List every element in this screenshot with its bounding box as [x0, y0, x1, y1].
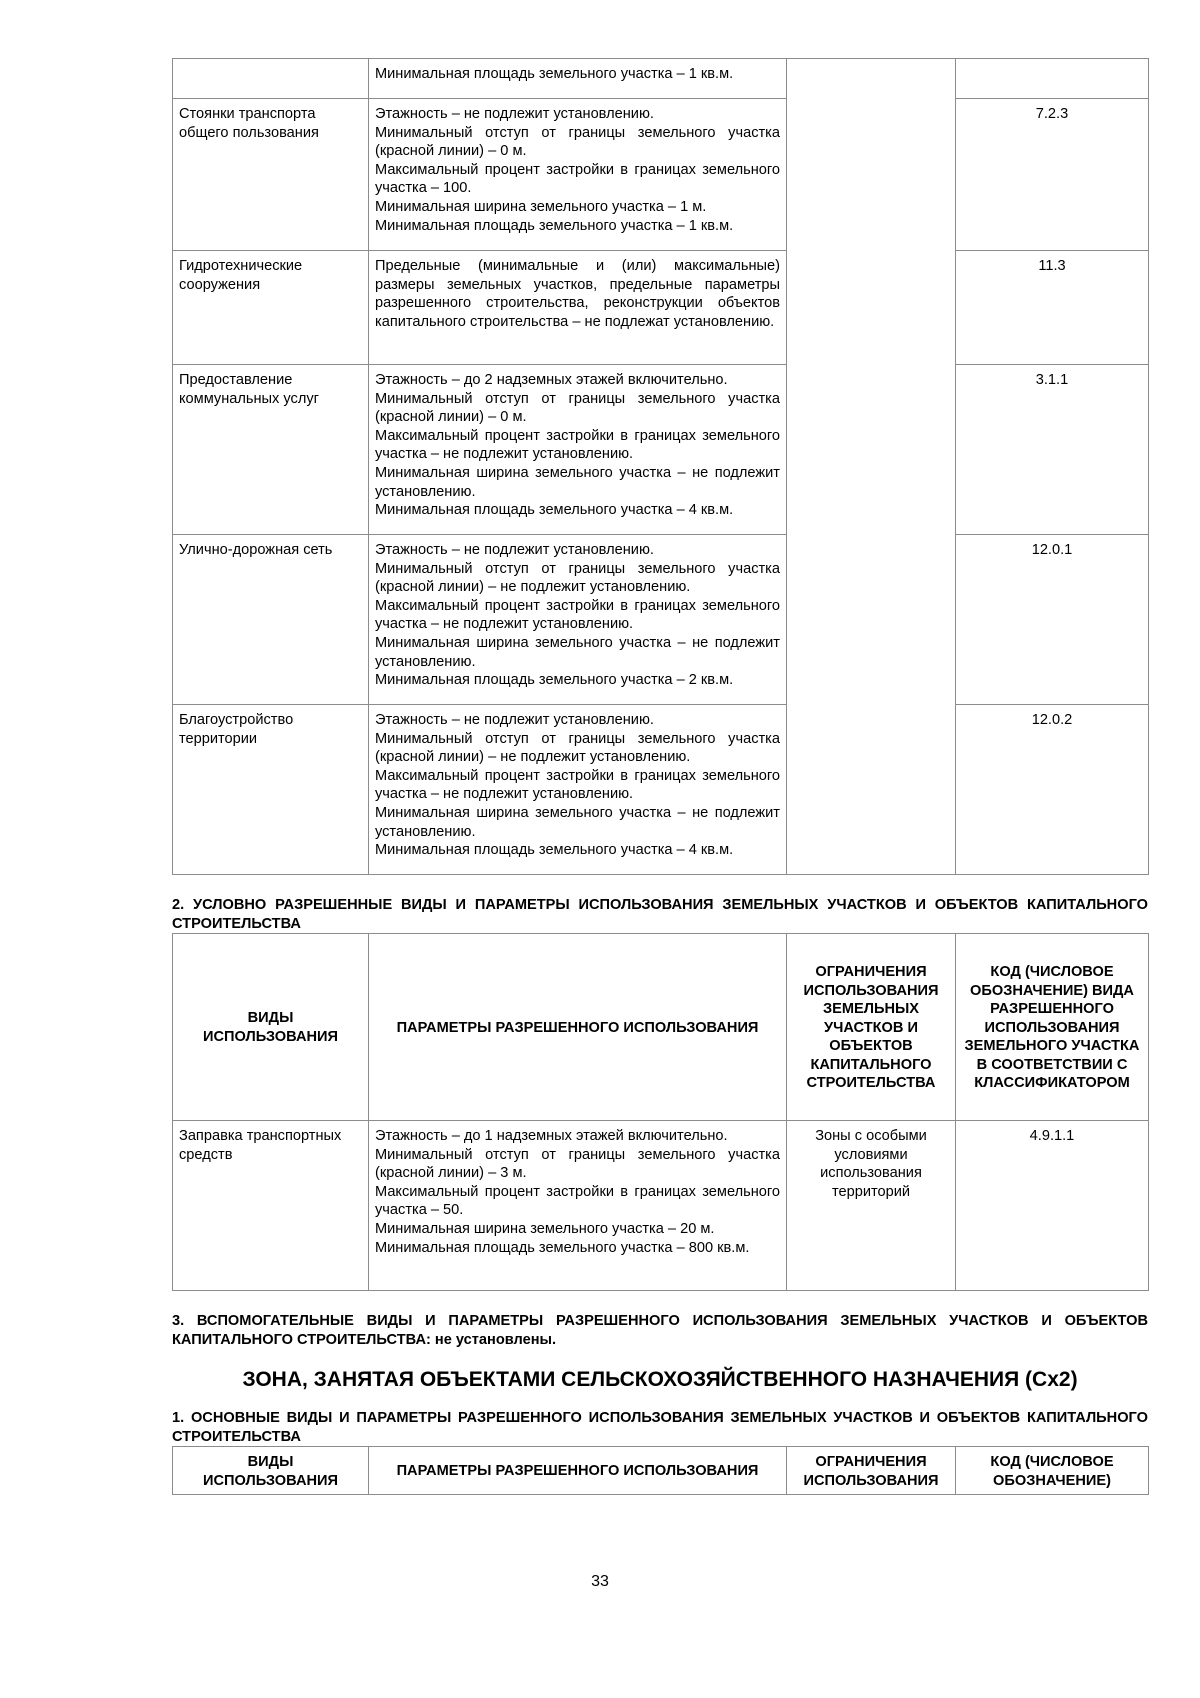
table-cell-params: Этажность – не подлежит установлению. Минимальный отступ от границы земельного участка (красной линии) – не подлежит установлению. Максимальный процент застройки в границах земельного участка – не подлежит установлению. Минимальная ширина земельного участка – не подлежит установлению. Минимальная площадь земельного участка – 2 кв.м.	[369, 535, 787, 705]
table-cell-code: 12.0.2	[956, 705, 1149, 875]
column-header-code: КОД (ЧИСЛОВОЕ ОБОЗНАЧЕНИЕ)	[956, 1447, 1149, 1495]
table-cell-params: Предельные (минимальные и (или) максимальные) размеры земельных участков, предельные параметры разрешенного строительства, реконструкции объектов капитального строительства – не подлежат установлению.	[369, 251, 787, 365]
table-cell-kind: Благоустройство территории	[173, 705, 369, 875]
table-cell-kind: Стоянки транспорта общего пользования	[173, 99, 369, 251]
table-cell-code: 11.3	[956, 251, 1149, 365]
zone-title: ЗОНА, ЗАНЯТАЯ ОБЪЕКТАМИ СЕЛЬСКОХОЗЯЙСТВЕННОГО НАЗНАЧЕНИЯ (Сх2)	[242, 1368, 1078, 1391]
table-cell-params: Этажность – до 1 надземных этажей включительно. Минимальный отступ от границы земельного участка (красной линии) – 3 м. Максимальный процент застройки в границах земельного участка – 50. Минимальная ширина земельного участка – 20 м. Минимальная площадь земельного участка – 800 кв.м.	[369, 1121, 787, 1291]
table-row	[173, 365, 1149, 535]
column-header-kind: ВИДЫ ИСПОЛЬЗОВАНИЯ	[173, 934, 369, 1121]
column-header-kind: ВИДЫ ИСПОЛЬЗОВАНИЯ	[173, 1447, 369, 1495]
table-cell-restrictions: Зоны с особыми условиями использования территорий	[787, 1121, 956, 1291]
permitted-uses-table-continued	[172, 58, 1149, 875]
table-cell-code: 3.1.1	[956, 365, 1149, 535]
table-cell-code	[956, 59, 1149, 99]
conditional-uses-table	[172, 933, 1149, 1291]
table-cell-code: 12.0.1	[956, 535, 1149, 705]
table-row	[173, 99, 1149, 251]
table-cell-params: Этажность – до 2 надземных этажей включительно. Минимальный отступ от границы земельного участка (красной линии) – 0 м. Максимальный процент застройки в границах земельного участка – не подлежит установлению. Минимальная ширина земельного участка – не подлежит установлению. Минимальная площадь земельного участка – 4 кв.м.	[369, 365, 787, 535]
column-header-params: ПАРАМЕТРЫ РАЗРЕШЕННОГО ИСПОЛЬЗОВАНИЯ	[369, 934, 787, 1121]
table-cell-kind: Предоставление коммунальных услуг	[173, 365, 369, 535]
column-header-restrictions: ОГРАНИЧЕНИЯ ИСПОЛЬЗОВАНИЯ ЗЕМЕЛЬНЫХ УЧАСТКОВ И ОБЪЕКТОВ КАПИТАЛЬНОГО СТРОИТЕЛЬСТВА	[787, 934, 956, 1121]
table-cell-kind	[173, 59, 369, 99]
section-3-title: 3. ВСПОМОГАТЕЛЬНЫЕ ВИДЫ И ПАРАМЕТРЫ РАЗРЕШЕННОГО ИСПОЛЬЗОВАНИЯ ЗЕМЕЛЬНЫХ УЧАСТКОВ И ОБЪЕКТОВ КАПИТАЛЬНОГО СТРОИТЕЛЬСТВА: не установлены.	[172, 1313, 1148, 1348]
table-cell-kind: Улично-дорожная сеть	[173, 535, 369, 705]
table-cell-params: Этажность – не подлежит установлению. Минимальный отступ от границы земельного участка (красной линии) – не подлежит установлению. Максимальный процент застройки в границах земельного участка – не подлежит установлению. Минимальная ширина земельного участка – не подлежит установлению. Минимальная площадь земельного участка – 4 кв.м.	[369, 705, 787, 875]
table-header-row	[173, 934, 1149, 1121]
table-row	[173, 535, 1149, 705]
page-number: 33	[591, 1573, 609, 1590]
table-cell-code: 4.9.1.1	[956, 1121, 1149, 1291]
section-1-title: 1. ОСНОВНЫЕ ВИДЫ И ПАРАМЕТРЫ РАЗРЕШЕННОГО ИСПОЛЬЗОВАНИЯ ЗЕМЕЛЬНЫХ УЧАСТКОВ И ОБЪЕКТОВ КАПИТАЛЬНОГО СТРОИТЕЛЬСТВА	[172, 1410, 1148, 1445]
column-header-code: КОД (ЧИСЛОВОЕ ОБОЗНАЧЕНИЕ) ВИДА РАЗРЕШЕННОГО ИСПОЛЬЗОВАНИЯ ЗЕМЕЛЬНОГО УЧАСТКА В СООТВЕТСТВИИ С КЛАССИФИКАТОРОМ	[956, 934, 1149, 1121]
table-cell-code: 7.2.3	[956, 99, 1149, 251]
main-uses-table-cx2	[172, 1446, 1149, 1495]
table-cell-params: Этажность – не подлежит установлению. Минимальный отступ от границы земельного участка (красной линии) – 0 м. Максимальный процент застройки в границах земельного участка – 100. Минимальная ширина земельного участка – 1 м. Минимальная площадь земельного участка – 1 кв.м.	[369, 99, 787, 251]
table-row	[173, 251, 1149, 365]
table-header-row	[173, 1447, 1149, 1495]
column-header-params: ПАРАМЕТРЫ РАЗРЕШЕННОГО ИСПОЛЬЗОВАНИЯ	[369, 1447, 787, 1495]
table-cell-kind: Заправка транспортных средств	[173, 1121, 369, 1291]
table-cell-kind: Гидротехнические сооружения	[173, 251, 369, 365]
table-cell-restrictions	[787, 59, 956, 875]
section-2-title: 2. УСЛОВНО РАЗРЕШЕННЫЕ ВИДЫ И ПАРАМЕТРЫ ИСПОЛЬЗОВАНИЯ ЗЕМЕЛЬНЫХ УЧАСТКОВ И ОБЪЕКТОВ КАПИТАЛЬНОГО СТРОИТЕЛЬСТВА	[172, 897, 1148, 932]
table-row	[173, 705, 1149, 875]
table-cell-params: Минимальная площадь земельного участка – 1 кв.м.	[369, 59, 787, 99]
column-header-restrictions: ОГРАНИЧЕНИЯ ИСПОЛЬЗОВАНИЯ	[787, 1447, 956, 1495]
table-row	[173, 1121, 1149, 1291]
